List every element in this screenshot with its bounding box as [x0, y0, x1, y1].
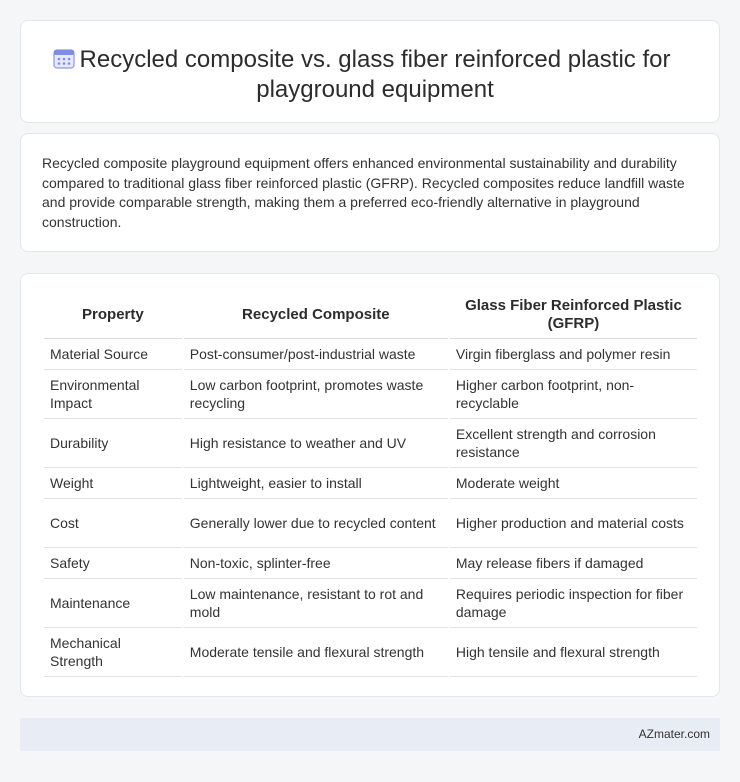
row-gfrp-value: Higher production and material costs [450, 499, 697, 548]
title-card [20, 20, 720, 123]
row-recycled-value: Post-consumer/post-industrial waste [184, 339, 448, 370]
row-property: Mechanical Strength [44, 628, 182, 677]
table-row [44, 370, 697, 419]
row-recycled-value: Moderate tensile and flexural strength [184, 628, 448, 677]
table-header-row [44, 291, 697, 339]
table-row [44, 419, 697, 468]
table-card [20, 273, 720, 697]
row-recycled-value: Low maintenance, resistant to rot and mold [184, 579, 448, 628]
row-property: Durability [44, 419, 182, 468]
row-property: Safety [44, 548, 182, 579]
page-title: Recycled composite vs. glass fiber reinforced plastic for playground equipment [79, 46, 671, 103]
row-property: Maintenance [44, 579, 182, 628]
table-row [44, 499, 697, 548]
row-gfrp-value: May release fibers if damaged [450, 548, 697, 579]
row-recycled-value: Low carbon footprint, promotes waste recycling [184, 370, 448, 419]
row-property: Environmental Impact [44, 370, 182, 419]
row-recycled-value: Generally lower due to recycled content [184, 499, 448, 548]
footer-brand[interactable]: AZmater.com [638, 727, 710, 741]
column-header-recycled: Recycled Composite [184, 291, 448, 339]
table-row [44, 468, 697, 499]
table-row [44, 548, 697, 579]
row-property: Cost [44, 499, 182, 548]
table-row [44, 339, 697, 370]
summary-text: Recycled composite playground equipment offers enhanced environmental sustainability and durability compared to traditional glass fiber reinforced plastic (GFRP). Recycled composites reduce landfill waste and provide comparable strength, making them a preferred eco-friendly alternative in playground construction. [42, 155, 685, 230]
column-header-gfrp: Glass Fiber Reinforced Plastic (GFRP) [450, 291, 697, 339]
table-row [44, 579, 697, 628]
row-property: Material Source [44, 339, 182, 370]
summary-card [20, 133, 720, 252]
row-gfrp-value: Virgin fiberglass and polymer resin [450, 339, 697, 370]
table-row [44, 628, 697, 677]
row-gfrp-value: Requires periodic inspection for fiber damage [450, 579, 697, 628]
row-recycled-value: Lightweight, easier to install [184, 468, 448, 499]
row-recycled-value: High resistance to weather and UV [184, 419, 448, 468]
row-gfrp-value: Moderate weight [450, 468, 697, 499]
row-recycled-value: Non-toxic, splinter-free [184, 548, 448, 579]
footer [20, 718, 720, 751]
comparison-table [42, 291, 699, 677]
column-header-property: Property [44, 291, 182, 339]
row-gfrp-value: High tensile and flexural strength [450, 628, 697, 677]
row-gfrp-value: Higher carbon footprint, non-recyclable [450, 370, 697, 419]
row-property: Weight [44, 468, 182, 499]
row-gfrp-value: Excellent strength and corrosion resistance [450, 419, 697, 468]
